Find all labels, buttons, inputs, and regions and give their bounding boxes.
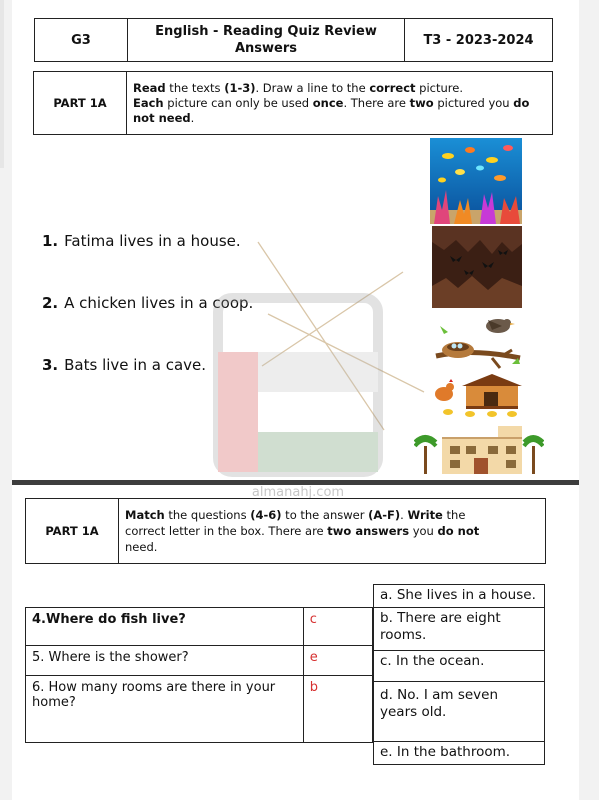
grade-cell: G3 <box>35 19 128 62</box>
answer-option-a: a. She lives in a house. <box>373 584 545 608</box>
answer-option-d: d. No. I am seven years old. <box>373 681 545 742</box>
sentence-1: 1. Fatima lives in a house. <box>42 232 241 250</box>
part1-label: PART 1A <box>34 72 127 135</box>
watermark-text: almanahj.com <box>251 485 345 500</box>
question-5: 5. Where is the shower? <box>26 646 304 676</box>
part2-label: PART 1A <box>26 499 119 564</box>
watermark-logo <box>212 292 384 477</box>
question-4: 4.Where do fish live? <box>26 608 304 646</box>
question-6: 6. How many rooms are there in your home? <box>26 676 304 743</box>
part1-instructions: Read the texts (1-3). Draw a line to the correct picture. Each picture can only be used once. There are two pictured you do not need. <box>127 72 553 135</box>
sentence-2: 2. A chicken lives in a coop. <box>42 294 254 312</box>
questions-table <box>25 607 373 743</box>
sentence-3: 3. Bats live in a cave. <box>42 356 207 374</box>
answer-box-5[interactable]: e <box>303 646 372 676</box>
part2-instructions-table <box>25 498 546 564</box>
subtitle-text: Answers <box>234 41 298 56</box>
answer-box-4[interactable]: c <box>303 608 372 646</box>
part2-instructions: Match the questions (4-6) to the answer (A-F). Write the correct letter in the box. There are two answers you do not need. <box>119 499 546 564</box>
answer-option-c: c. In the ocean. <box>373 650 545 682</box>
section-divider <box>12 480 579 485</box>
answer-option-e: e. In the bathroom. <box>373 741 545 765</box>
answer-option-b: b. There are eight rooms. <box>373 607 545 651</box>
title-text: English - Reading Quiz Review <box>155 24 377 39</box>
term-cell: T3 - 2023-2024 <box>405 19 553 62</box>
answer-box-6[interactable]: b <box>303 676 372 743</box>
